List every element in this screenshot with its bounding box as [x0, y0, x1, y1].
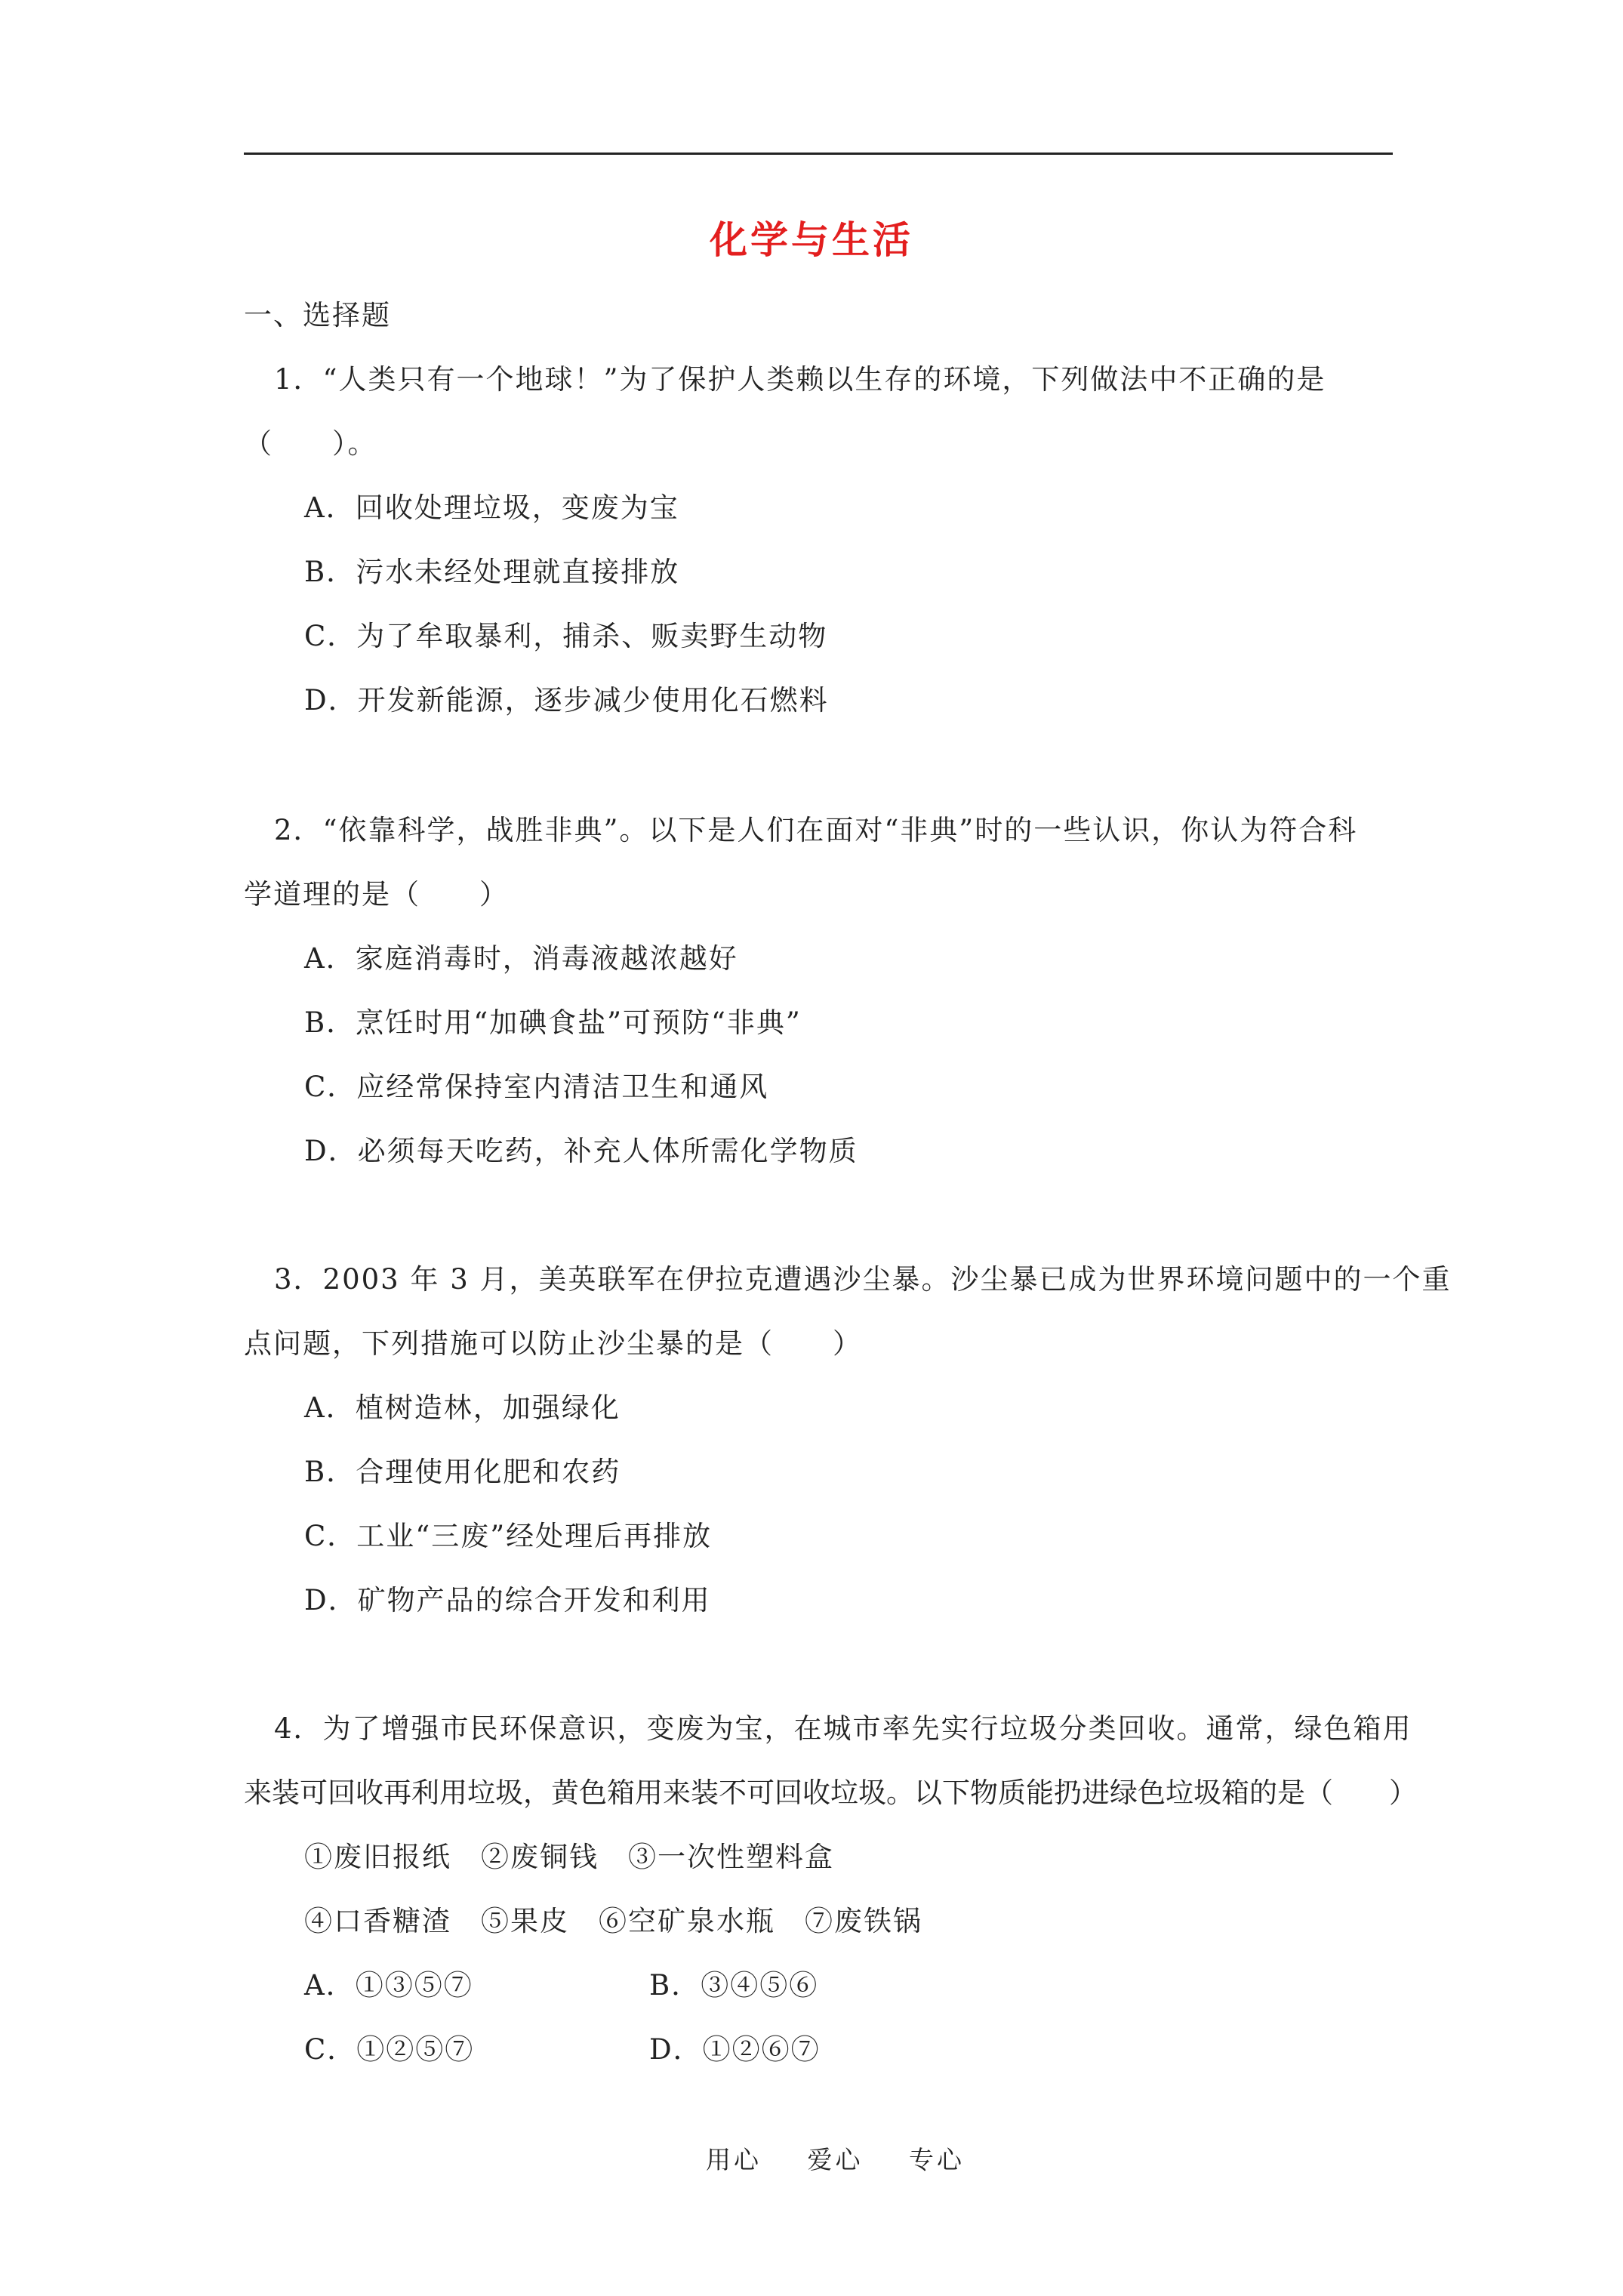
question-2-stem: 2．“依靠科学，战胜非典”。以下是人们在面对“非典”时的一些认识，你认为符合科	[274, 814, 1358, 846]
question-3-stem: 3．2003 年 3 月，美英联军在伊拉克遭遇沙尘暴。沙尘暴已成为世界环境问题中的一个重	[274, 1263, 1452, 1296]
question-4-stem: 4．为了增强市民环保意识，变废为宝，在城市率先实行垃圾分类回收。通常，绿色箱用	[274, 1712, 1412, 1745]
question-4-option-c: C．①②⑤⑦	[304, 2033, 475, 2066]
section-heading: 一、选择题	[244, 299, 391, 331]
question-2-option-b: B．烹饪时用“加碘食盐”可预防“非典”	[304, 1006, 802, 1039]
question-4-stem-cont: 来装可回收再利用垃圾，黄色箱用来装不可回收垃圾。以下物质能扔进绿色垃圾箱的是（ ）	[244, 1777, 1417, 1809]
question-4-items-1: ①废旧报纸 ②废铜钱 ③一次性塑料盒	[304, 1841, 834, 1873]
question-4-option-a: A．①③⑤⑦	[304, 1969, 473, 2002]
page-footer	[706, 2140, 1002, 2176]
header-rule	[244, 153, 1393, 155]
question-2-option-c: C．应经常保持室内清洁卫生和通风	[304, 1071, 769, 1103]
question-1-stem: 1．“人类只有一个地球！”为了保护人类赖以生存的环境，下列做法中不正确的是	[274, 363, 1326, 396]
question-4-option-b: B．③④⑤⑥	[649, 1969, 819, 2002]
question-1-option-a: A．回收处理垃圾，变废为宝	[304, 492, 679, 524]
question-1-option-d: D．开发新能源，逐步减少使用化石燃料	[304, 684, 829, 717]
question-3-stem-cont: 点问题，下列措施可以防止沙尘暴的是（ ）	[244, 1327, 862, 1360]
footer-word-2: 爱心	[807, 2145, 864, 2174]
page-title: 化学与生活	[710, 218, 913, 262]
question-4-items-2: ④口香糖渣 ⑤果皮 ⑥空矿泉水瓶 ⑦废铁锅	[304, 1905, 922, 1937]
question-2-option-d: D．必须每天吃药，补充人体所需化学物质	[304, 1135, 858, 1167]
question-4-option-d: D．①②⑥⑦	[649, 2033, 821, 2066]
question-2-stem-cont: 学道理的是（ ）	[244, 878, 509, 911]
footer-word-3: 专心	[909, 2145, 965, 2174]
question-2-option-a: A．家庭消毒时，消毒液越浓越好	[304, 942, 738, 975]
question-3-option-b: B．合理使用化肥和农药	[304, 1456, 621, 1488]
question-3-option-c: C．工业“三废”经处理后再排放	[304, 1520, 713, 1552]
footer-word-1: 用心	[706, 2145, 762, 2174]
question-3-option-a: A．植树造林，加强绿化	[304, 1391, 621, 1424]
question-3-option-d: D．矿物产品的综合开发和利用	[304, 1584, 711, 1616]
question-1-stem-cont: （ ）。	[244, 427, 377, 460]
question-1-option-c: C．为了牟取暴利，捕杀、贩卖野生动物	[304, 620, 828, 652]
question-1-option-b: B．污水未经处理就直接排放	[304, 556, 680, 588]
